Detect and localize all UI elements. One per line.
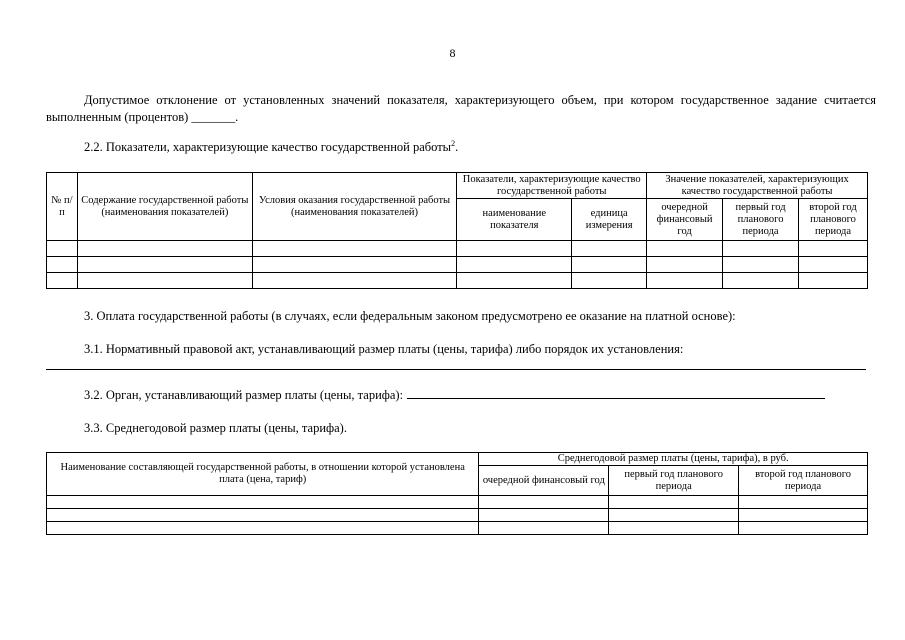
col-second-plan-year: второй год планового периода [739,466,868,496]
deviation-paragraph: Допустимое отклонение от установленных значений показателя, характеризующего объем, при котором государственное задание считается выполненным (процентов) _______. [46,93,876,124]
table-row [47,496,868,509]
col-work-content: Содержание государственной работы (наименования показателей) [77,173,252,241]
col-number: № п/п [47,173,78,241]
col-current-year: очередной финансовый год [479,466,609,496]
average-fee-table [46,452,868,535]
quality-indicators-table [46,172,868,289]
fill-line-3-1 [46,369,866,370]
col-work-component: Наименование составляющей государственной работы, в отношении которой установлена плата (цена, тариф) [47,453,479,496]
section-3-heading: 3. Оплата государственной работы (в случаях, если федеральным законом предусмотрено ее оказание на платной основе): [84,309,736,323]
group-quality-indicators: Показатели, характеризующие качество государственной работы [457,173,647,199]
page-number: 8 [449,46,456,60]
col-first-plan-year: первый год планового периода [609,466,739,496]
section-2-2-text: 2.2. Показатели, характеризующие качество государственной работы [84,140,452,154]
table-row [47,241,868,257]
table-row [47,522,868,535]
col-first-plan-year: первый год планового периода [723,199,799,241]
col-indicator-unit: единица измерения [572,199,647,241]
fill-line-3-2 [407,387,825,399]
col-second-plan-year: второй год планового периода [799,199,868,241]
footnote-marker: 2 [451,138,456,148]
group-indicator-values: Значение показателей, характеризующих качество государственной работы [647,173,868,199]
section-2-2-heading [84,139,844,156]
col-indicator-name: наименование показателя [457,199,572,241]
col-current-year: очередной финансовый год [647,199,723,241]
group-average-fee: Среднегодовой размер платы (цены, тарифа), в руб. [479,453,868,466]
table-row [47,509,868,522]
table-row [47,273,868,289]
section-3-1-heading: 3.1. Нормативный правовой акт, устанавливающий размер платы (цены, тарифа) либо порядок их установления: [84,342,684,356]
section-2-2-end: . [455,140,459,154]
section-3-2-text: 3.2. Орган, устанавливающий размер платы (цены, тарифа): [84,388,404,402]
table-row [47,257,868,273]
section-3-2-heading [84,387,874,404]
col-conditions: Условия оказания государственной работы (наименования показателей) [252,173,457,241]
section-3-3-heading: 3.3. Среднегодовой размер платы (цены, тарифа). [84,421,347,435]
